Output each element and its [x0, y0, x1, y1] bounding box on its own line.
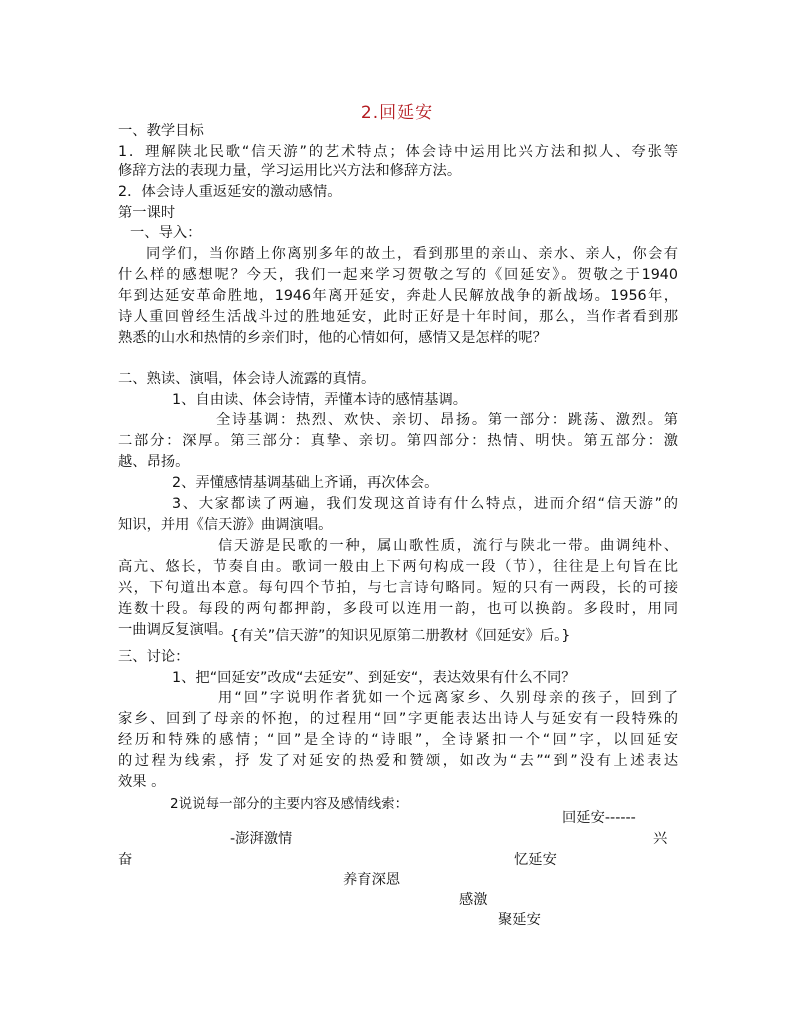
reading-item-3-line: 3、大家都读了两遍，我们发现这首诗有什么特点，进而介绍“信天游”的 [172, 496, 678, 512]
goal-2: 2．体会诗人重返延安的激动感情。 [118, 184, 342, 200]
outline-fen: 奋 [118, 852, 133, 868]
xintianyou-line: 兴，下句道出本意。每句四个节拍，与七言诗句略同。短的只有一两段，长的可接 [118, 580, 678, 596]
xintianyou-line: 信天游是民歌的一种，属山歌性质，流行与陕北一带。曲调纯朴、 [218, 538, 678, 554]
section-heading-goals: 一、教学目标 [118, 123, 204, 139]
outline-yi-yanan: 忆延安 [514, 852, 557, 868]
goal-1-line-1: 1．理解陕北民歌“信天游”的艺术特点；体会诗中运用比兴方法和拟人、夸张等 [118, 144, 678, 160]
answer-line: 经历和特殊的感情；“回”是全诗的“诗眼”，全诗紧扣一个“回”字，以回延安 [118, 732, 678, 748]
section-heading-discussion: 三、讨论： [118, 649, 190, 665]
reading-item-1: 1、自由读、体会诗情，弄懂本诗的感情基调。 [172, 392, 468, 408]
intro-line: 年到达延安革命胜地，1946年离开延安，奔赴人民解放战争的新战场。1956年， [118, 288, 678, 304]
answer-line: 的过程为线索，抒 发了对延安的热爱和赞颂，如改为“去”“到”没有上述表达 [118, 753, 678, 769]
intro-line: 什么样的感想呢？今天，我们一起来学习贺敬之写的《回延安》。贺敬之于1940 [118, 267, 678, 283]
outline-gandong: 感激 [459, 892, 488, 908]
outline-xing: 兴 [653, 831, 668, 847]
reading-item-3-line: 知识，并用《信天游》曲调演唱。 [118, 517, 333, 533]
page-title: 2.回延安 [360, 103, 434, 123]
tone-line: 全诗基调：热烈、欢快、亲切、昂扬。第一部分：跳荡、激烈。第 [216, 412, 678, 428]
xintianyou-line: 高亢、悠长，节奏自由。歌词一般由上下两句构成一段（节），往往是上句旨在比 [118, 559, 678, 575]
answer-line: 效果 。 [118, 774, 166, 790]
answer-line: 家乡、回到了母亲的怀抱，的过程用“回”字更能表达出诗人与延安有一段特殊的 [118, 711, 678, 727]
intro-line: 熟悉的山水和热情的乡亲们时，他的心情如何，感情又是怎样的呢？ [118, 330, 547, 346]
intro-heading: 一、导入： [130, 225, 202, 241]
tone-line: 越、昂扬。 [118, 454, 190, 470]
discussion-question-1: 1、把“回延安”改成“去延安”、到延安“，表达效果有什么不同？ [172, 670, 576, 686]
xintianyou-line: 连数十段。每段的两句都押韵，多段可以连用一韵，也可以换韵。多段时，用同 [118, 601, 678, 617]
intro-line: 诗人重回曾经生活战斗过的胜地延安，此时正好是十年时间，那么，当作者看到那 [118, 309, 678, 325]
outline-yangyu: 养育深恩 [343, 872, 401, 888]
goal-1-line-2: 修辞方法的表现力量，学习运用比兴方法和修辞方法。 [118, 163, 462, 179]
reading-item-2: 2、弄懂感情基调基础上齐诵，再次体会。 [172, 475, 439, 491]
outline-ju-yanan: 聚延安 [498, 912, 541, 928]
discussion-question-2: 2说说每一部分的主要内容及感情线索： [170, 796, 409, 812]
intro-line: 同学们，当你踏上你离别多年的故土，看到那里的亲山、亲水、亲人，你会有 [146, 246, 678, 262]
outline-hui-yanan: 回延安------ [562, 810, 636, 826]
answer-line: 用“回”字说明作者犹如一个远离家乡、久别母亲的孩子，回到了 [218, 690, 678, 706]
lesson-heading: 第一课时 [118, 205, 176, 221]
section-heading-reading: 二、熟读、演唱，体会诗人流露的真情。 [118, 371, 376, 387]
outline-pengpai: -澎湃激情 [230, 831, 293, 847]
xintianyou-line: 一曲调反复演唱。 [118, 622, 233, 638]
reference-note: {有关”信天游”的知识见原第二册教材《回延安》后。} [230, 628, 571, 644]
tone-line: 二部分：深厚。第三部分：真挚、亲切。第四部分：热情、明快。第五部分：激 [118, 433, 678, 449]
